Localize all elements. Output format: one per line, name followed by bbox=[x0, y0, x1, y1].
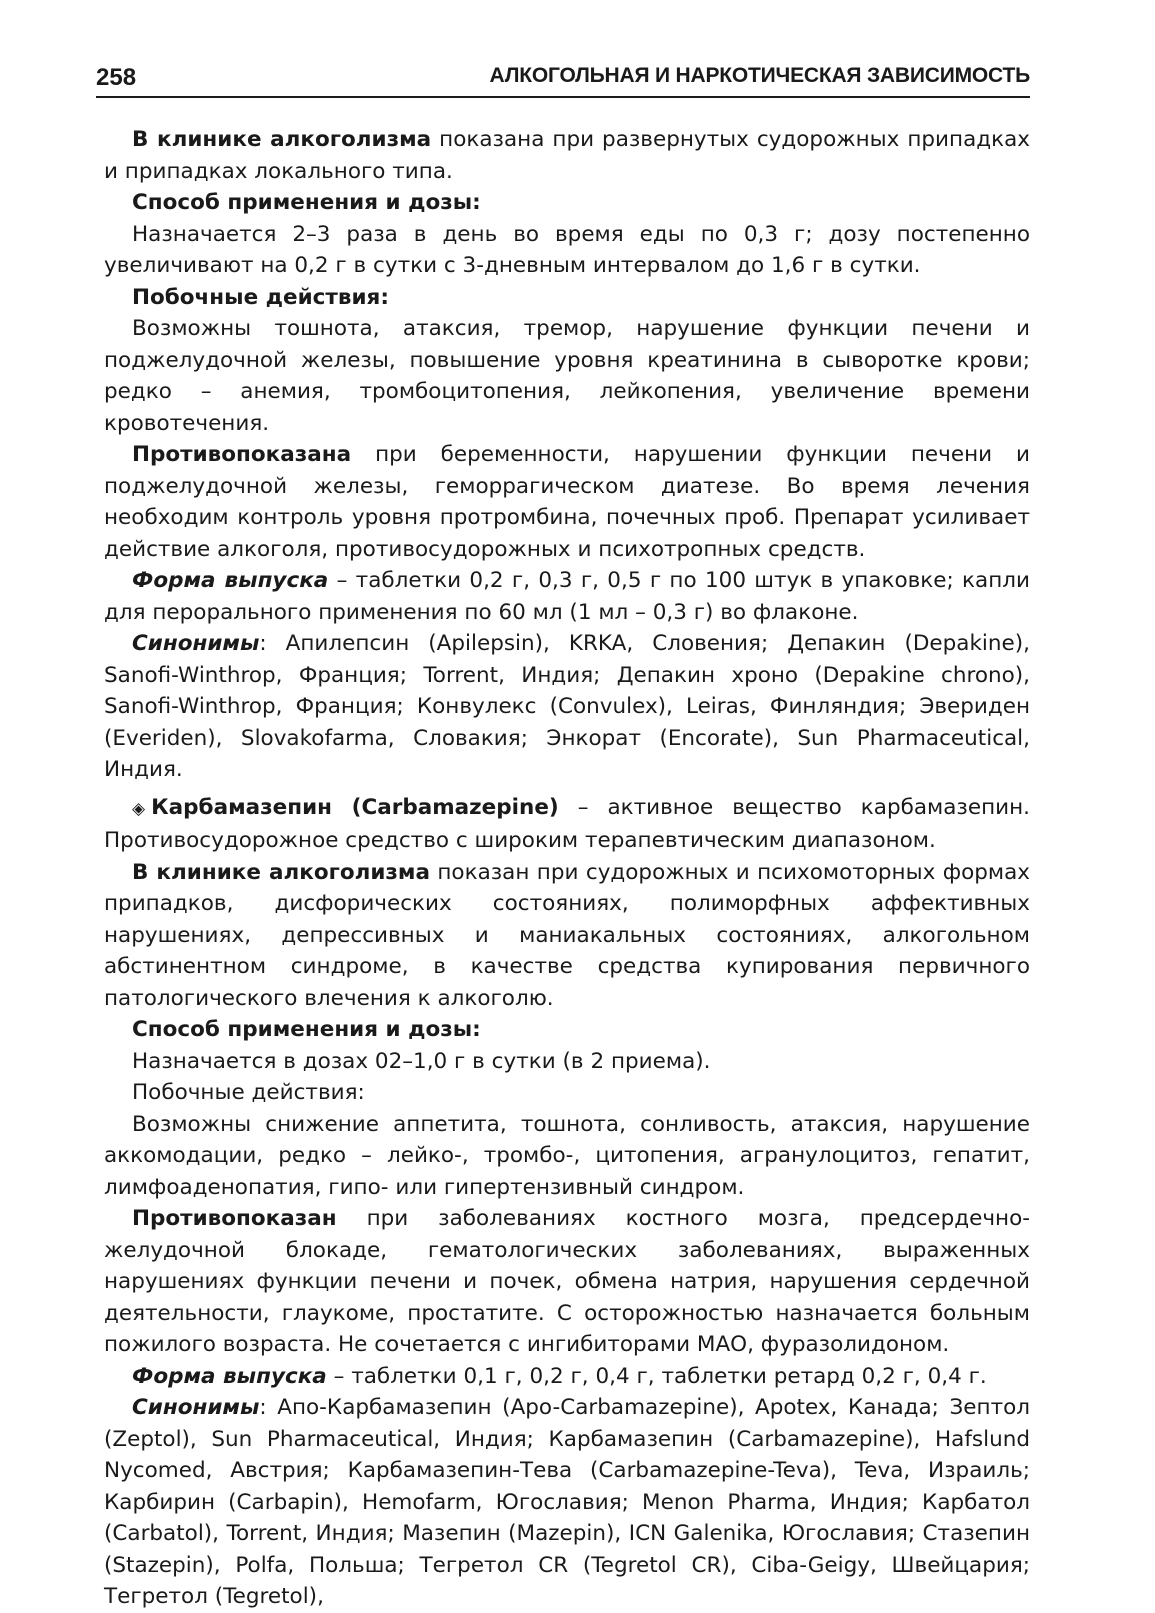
diamond-bullet-icon: ◈ bbox=[132, 798, 146, 819]
bold-lead: Противопоказан bbox=[132, 1206, 337, 1231]
running-title: АЛКОГОЛЬНАЯ И НАРКОТИЧЕСКАЯ ЗАВИСИМОСТЬ bbox=[489, 64, 1030, 87]
paragraph bbox=[104, 439, 1030, 565]
paragraph bbox=[104, 124, 1030, 187]
paragraph-text: : Апилепсин (Apilepsin), KRKA, Словения; Депакин (Depakine), Sanofi-Winthrop, Франция; Torrent, Индия; Депакин хроно (Depakine chrono), Sanofi-Winthrop, Франция; Конвулекс (Convulex), Leiras, Финляндия; Эвериден (Everiden), Slovakofarma, Словакия; Энкорат (Encorate), Sun Pharmaceutical, Индия. bbox=[104, 631, 1030, 782]
drug-entry bbox=[104, 792, 1030, 857]
italic-lead: Форма выпуска bbox=[132, 1363, 327, 1389]
paragraph bbox=[104, 1361, 1030, 1393]
paragraph bbox=[104, 628, 1030, 786]
page-header bbox=[96, 56, 1030, 98]
paragraph-text: – таблетки 0,2 г, 0,3 г, 0,5 г по 100 штук в упаковке; капли для перорального применения по 60 мл (1 мл – 0,3 г) во флаконе. bbox=[104, 568, 1030, 625]
page-body bbox=[104, 124, 1030, 1613]
italic-lead: Форма выпуска bbox=[132, 568, 329, 593]
paragraph bbox=[104, 1392, 1030, 1613]
paragraph-text: при заболеваниях костного мозга, предсердечно-желудочной блокаде, гематологических заболеваниях, выраженных нарушениях функции печени и почек, обмена натрия, нарушения сердечной деятельности, глаукоме, простатите. С осторожностью назначается больным пожилого возраста. Не сочетается с ингибиторами МАО, фуразолидоном. bbox=[104, 1206, 1030, 1357]
paragraph: Возможны тошнота, атаксия, тремор, нарушение функции печени и поджелудочной железы, повышение уровня креатинина в сыворотке крови; редко – анемия, тромбоцитопения, лейкопения, увеличение времени кровотечения. bbox=[104, 316, 1030, 436]
paragraph bbox=[104, 1203, 1030, 1361]
italic-lead: Синонимы bbox=[132, 1395, 260, 1420]
paragraph-text: – таблетки 0,1 г, 0,2 г, 0,4 г, таблетки ретард 0,2 г, 0,4 г. bbox=[326, 1363, 987, 1389]
paragraph: Назначается в дозах 02–1,0 г в сутки (в 2 приема). bbox=[132, 1048, 711, 1074]
paragraph-text: : Апо-Карбамазепин (Apo-Carbamazepine), Apotex, Канада; Зептол (Zeptol), Sun Pharmaceutical, Индия; Карбамазепин (Carbamazepine), Hafslund Nycomed, Австрия; Карбамазепин-Тева (Carbamazepine-Teva), Teva, Израиль; Карбирин (Carbapin), Hemofarm, Югославия; Menon Pharma, Индия; Карбатол (Carbatol), Torrent, Индия; Мазепин (Mazepin), ICN Galenika, Югославия; Стазепин (Stazepin), Polfa, Польша; Тегретол CR (Tegretol CR), Ciba-Geigy, Швейцария; Тегретол (Tegretol), bbox=[104, 1395, 1030, 1609]
section-heading: Способ применения и дозы: bbox=[132, 1017, 481, 1042]
section-heading: Побочные действия: bbox=[132, 284, 389, 310]
section-heading: Способ применения и дозы: bbox=[132, 190, 481, 215]
italic-lead: Синонимы bbox=[132, 631, 260, 656]
paragraph: Назначается 2–3 раза в день во время еды по 0,3 г; дозу постепенно увеличивают на 0,2 г в сутки с 3-дневным интервалом до 1,6 г в сутки. bbox=[104, 221, 1030, 278]
paragraph-text: – активное вещество карбамазепин. Противосудорожное средство с широким терапевтическим диапазоном. bbox=[104, 794, 1030, 853]
drug-name: Карбамазепин (Carbamazepine) bbox=[151, 794, 559, 820]
paragraph-text: показана при развернутых судорожных припадках и припадках локального типа. bbox=[104, 127, 1030, 184]
paragraph bbox=[104, 857, 1030, 1015]
paragraph-text: показан при судорожных и психомоторных формах припадков, дисфорических состояниях, полиморфных аффективных нарушениях, депрессивных и маниакальных состояниях, алкогольном абстинентном синдроме, в качестве средства купирования первичного патологического влечения к алкоголю. bbox=[104, 859, 1030, 1011]
page-number: 258 bbox=[96, 64, 137, 91]
bold-lead: Противопоказана bbox=[132, 442, 352, 467]
bold-lead: В клинике алкоголизма bbox=[132, 127, 432, 152]
paragraph: Возможны снижение аппетита, тошнота, сонливость, атаксия, нарушение аккомодации, редко – лейко-, тромбо-, цитопения, агранулоцитоз, гепатит, лимфоаденопатия, гипо- или гипертензивный синдром. bbox=[104, 1111, 1030, 1200]
bold-lead: В клинике алкоголизма bbox=[132, 859, 430, 885]
paragraph-text: при беременности, нарушении функции печени и поджелудочной железы, геморрагическом диатезе. Во время лечения необходим контроль уровня протромбина, почечных проб. Препарат усиливает действие алкоголя, противосудорожных и психотропных средств. bbox=[104, 442, 1030, 562]
paragraph: Побочные действия: bbox=[132, 1080, 365, 1105]
paragraph bbox=[104, 565, 1030, 628]
